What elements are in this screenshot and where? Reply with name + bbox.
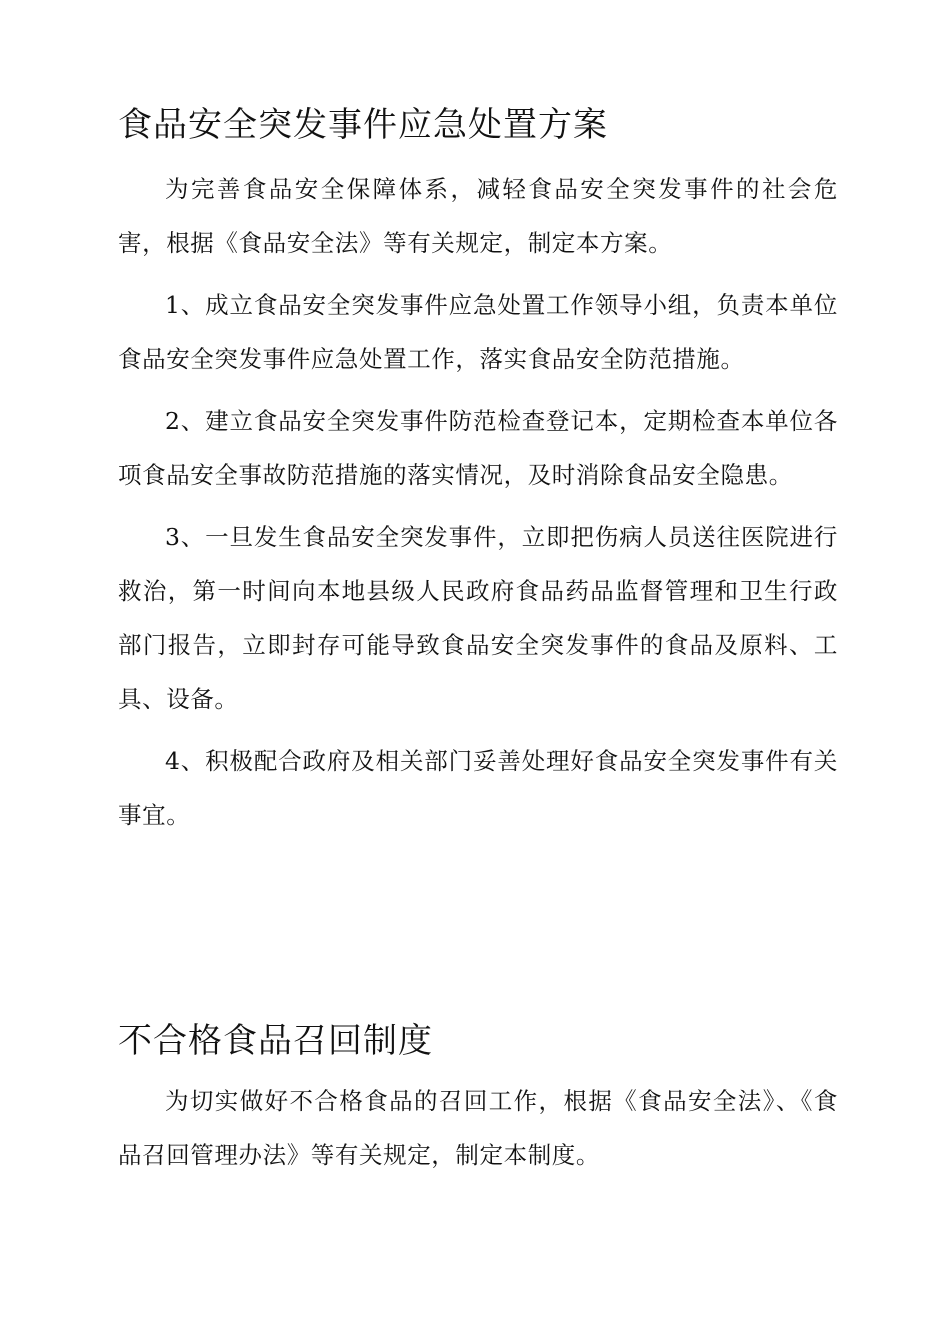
paragraph-item-2: 2、建立食品安全突发事件防范检查登记本，定期检查本单位各项食品安全事故防范措施的落实情况，及时消除食品安全隐患。: [118, 407, 838, 489]
section-emergency-plan: [118, 96, 838, 850]
paragraph-item-3: 3、一旦发生食品安全突发事件，立即把伤病人员送往医院进行救治，第一时间向本地县级人民政府食品药品监督管理和卫生行政部门报告，立即封存可能导致食品安全突发事件的食品及原料、工具、设备。: [118, 523, 838, 713]
section-title: 食品安全突发事件应急处置方案: [118, 105, 608, 145]
paragraph-intro: 为完善食品安全保障体系，减轻食品安全突发事件的社会危害，根据《食品安全法》等有关规定，制定本方案。: [118, 175, 838, 257]
section-recall-policy: [118, 1012, 838, 1182]
paragraph-intro: 为切实做好不合格食品的召回工作，根据《食品安全法》、《食品召回管理办法》等有关规定，制定本制度。: [118, 1087, 838, 1169]
section-title: 不合格食品召回制度: [118, 1021, 433, 1061]
paragraph-item-1: 1、成立食品安全突发事件应急处置工作领导小组，负责本单位食品安全突发事件应急处置工作，落实食品安全防范措施。: [118, 291, 838, 373]
paragraph-item-4: 4、积极配合政府及相关部门妥善处理好食品安全突发事件有关事宜。: [118, 747, 838, 829]
